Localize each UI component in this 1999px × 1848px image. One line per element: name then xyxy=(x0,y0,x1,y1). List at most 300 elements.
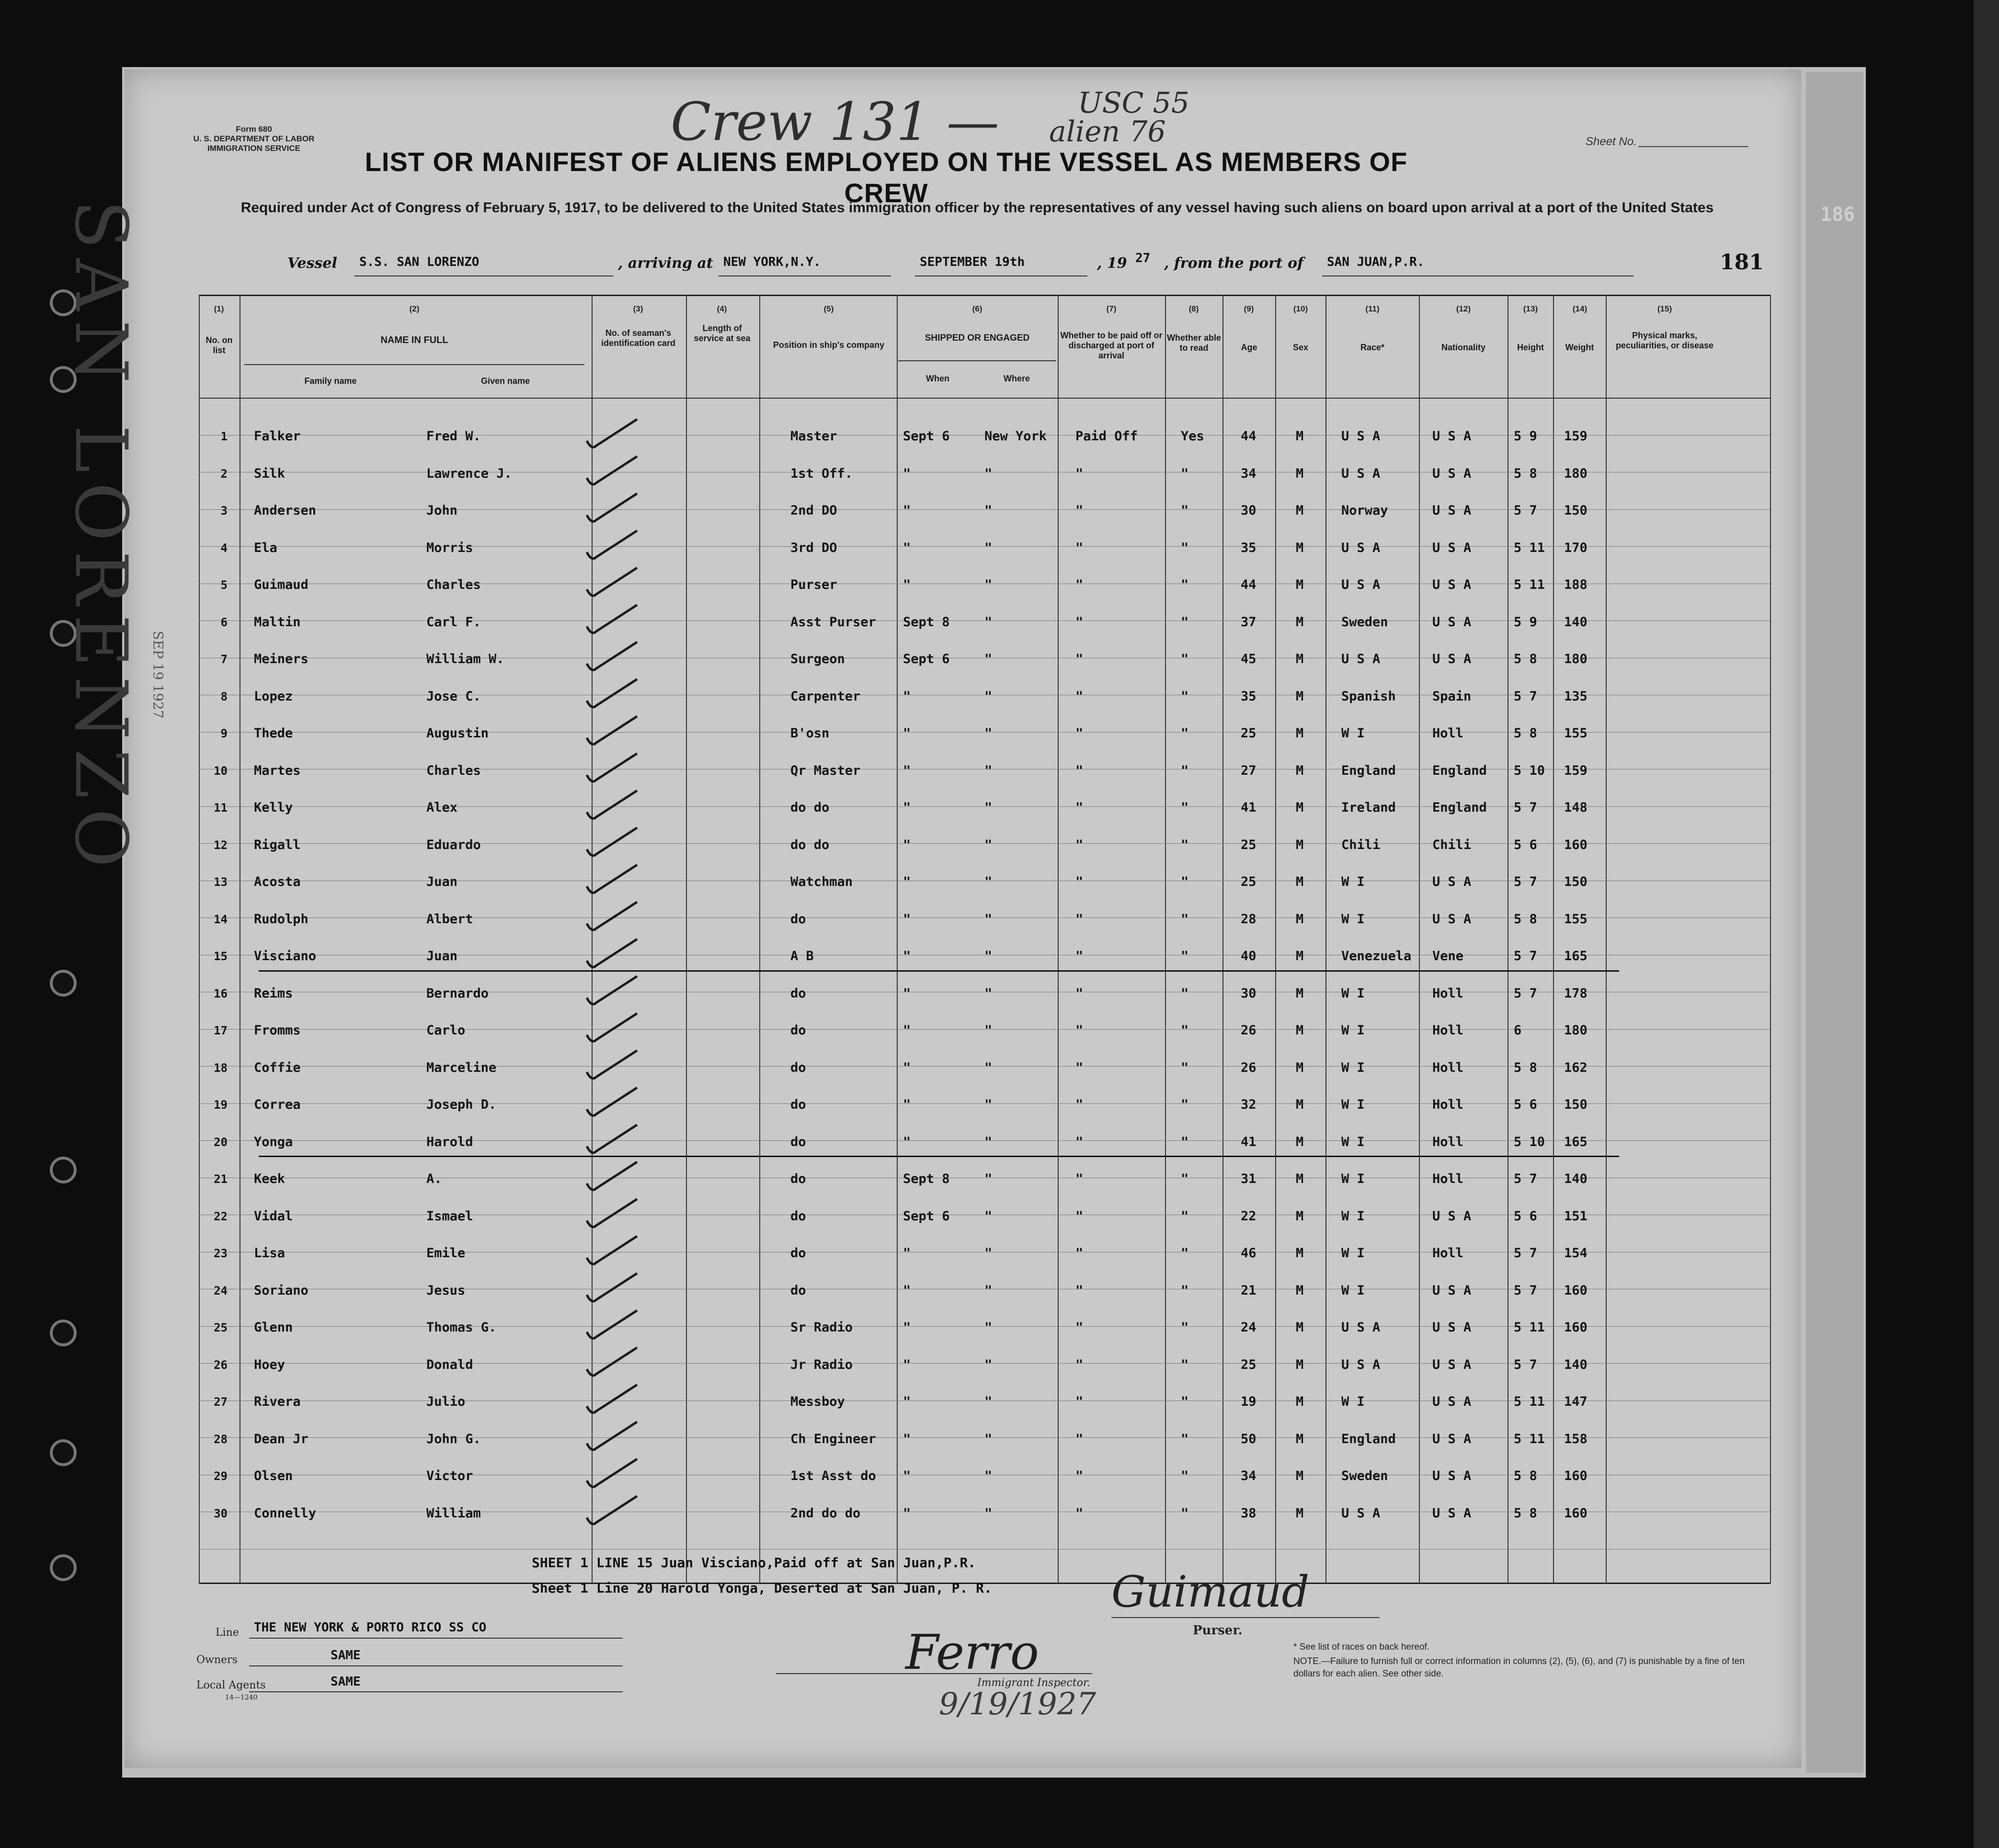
cell-weight: 180 xyxy=(1564,652,1588,666)
cell-race: W I xyxy=(1341,874,1365,889)
cell-height: 5 7 xyxy=(1514,1171,1537,1186)
cell-able-to-read: " xyxy=(1181,652,1189,666)
cell-nationality: Holl xyxy=(1432,726,1464,741)
row-number: 30 xyxy=(214,1506,228,1520)
cell-able-to-read: " xyxy=(1181,949,1189,964)
cell-nationality: U S A xyxy=(1432,652,1472,666)
cell-height: 5 6 xyxy=(1514,837,1537,852)
cell-nationality: U S A xyxy=(1432,1394,1472,1409)
header-no-on-list: No. on list xyxy=(206,335,233,355)
row-number: 21 xyxy=(214,1172,228,1186)
cell-able-to-read: " xyxy=(1181,1208,1189,1224)
cell-sex: M xyxy=(1296,911,1304,927)
cell-shipped-where: " xyxy=(984,1431,993,1446)
binder-hole xyxy=(53,1442,74,1463)
cell-nationality: Holl xyxy=(1432,1134,1464,1149)
cell-paid-off: " xyxy=(1075,1431,1084,1446)
cell-height: 5 11 xyxy=(1514,577,1545,592)
row-number: 4 xyxy=(220,541,228,555)
header-when: When xyxy=(926,374,949,383)
cell-shipped-where: " xyxy=(984,577,993,592)
column-number: (13) xyxy=(1523,304,1538,313)
cell-able-to-read: " xyxy=(1181,874,1189,889)
cell-weight: 160 xyxy=(1564,1469,1588,1483)
vessel-name: S.S. SAN LORENZO xyxy=(359,255,480,269)
cell-age: 35 xyxy=(1241,540,1257,555)
cell-nationality: Vene xyxy=(1432,949,1464,964)
cell-height: 5 8 xyxy=(1514,911,1537,927)
cell-paid-off: " xyxy=(1075,1134,1084,1149)
cell-able-to-read: " xyxy=(1181,1469,1189,1483)
cell-weight: 160 xyxy=(1564,1320,1588,1335)
cell-paid-off: " xyxy=(1075,503,1084,518)
cell-race: Spanish xyxy=(1341,689,1396,704)
cell-given-name: Lawrence J. xyxy=(426,466,512,481)
cell-shipped-when: " xyxy=(903,1394,911,1409)
cell-weight: 165 xyxy=(1564,949,1588,964)
cell-family-name: Rigall xyxy=(254,837,301,852)
cell-position: Asst Purser xyxy=(790,614,876,630)
cell-position: Watchman xyxy=(790,874,853,889)
cell-nationality: Holl xyxy=(1432,1060,1464,1075)
row-number: 6 xyxy=(220,615,228,629)
row-number: 5 xyxy=(220,578,228,592)
cell-shipped-when: Sept 6 xyxy=(903,429,950,444)
scan-edge xyxy=(1974,0,1999,1848)
cell-weight: 170 xyxy=(1564,540,1588,555)
cell-family-name: Vidal xyxy=(254,1208,293,1224)
cell-weight: 140 xyxy=(1564,1357,1588,1372)
row-number: 13 xyxy=(214,875,228,889)
cell-shipped-where: " xyxy=(984,1134,993,1149)
cell-shipped-where: " xyxy=(984,1097,993,1112)
cell-shipped-when: " xyxy=(903,763,911,778)
cell-family-name: Glenn xyxy=(254,1320,293,1335)
cell-sex: M xyxy=(1296,874,1304,889)
cell-shipped-where: " xyxy=(984,1060,993,1075)
cell-position: do xyxy=(790,1060,806,1075)
cell-shipped-when: " xyxy=(903,1283,911,1298)
cell-shipped-where: " xyxy=(984,911,993,927)
cell-age: 50 xyxy=(1241,1431,1257,1446)
row-number: 8 xyxy=(220,689,228,703)
cell-race: W I xyxy=(1341,1097,1365,1112)
cell-height: 5 7 xyxy=(1514,689,1537,704)
cell-weight: 160 xyxy=(1564,837,1588,852)
cell-able-to-read: Yes xyxy=(1181,429,1204,444)
cell-race: W I xyxy=(1341,1246,1365,1261)
cell-nationality: England xyxy=(1432,800,1487,815)
cell-shipped-when: " xyxy=(903,1357,911,1372)
cell-able-to-read: " xyxy=(1181,763,1189,778)
cell-position: do xyxy=(790,1208,806,1224)
crew-table xyxy=(199,295,1770,1584)
cell-given-name: Thomas G. xyxy=(426,1320,497,1335)
cell-paid-off: " xyxy=(1075,614,1084,630)
cell-nationality: U S A xyxy=(1432,911,1472,927)
cell-race: Ireland xyxy=(1341,800,1396,815)
cell-shipped-when: " xyxy=(903,1431,911,1446)
cell-position: Purser xyxy=(790,577,837,592)
cell-position: do xyxy=(790,1246,806,1261)
cell-position: Sr Radio xyxy=(790,1320,853,1335)
cell-shipped-where: " xyxy=(984,689,993,704)
arrival-date: SEPTEMBER 19th xyxy=(920,255,1025,269)
cell-shipped-where: " xyxy=(984,466,993,481)
row-number: 25 xyxy=(214,1321,228,1334)
row-number: 1 xyxy=(220,430,228,443)
cell-given-name: Juan xyxy=(426,874,458,889)
cell-shipped-where: New York xyxy=(984,429,1047,444)
cell-paid-off: " xyxy=(1075,1394,1084,1409)
cell-nationality: Holl xyxy=(1432,986,1464,1001)
cell-nationality: U S A xyxy=(1432,1431,1472,1446)
cell-age: 44 xyxy=(1241,429,1257,444)
column-number: (12) xyxy=(1456,304,1471,313)
cell-able-to-read: " xyxy=(1181,1357,1189,1372)
cell-able-to-read: " xyxy=(1181,614,1189,630)
departure-port: SAN JUAN,P.R. xyxy=(1327,255,1425,269)
cell-weight: 150 xyxy=(1564,874,1588,889)
vessel-line: Vessel S.S. SAN LORENZO , arriving at NEW YORK,N.Y. SEPTEMBER 19th , 19 27 , from the port of SAN JUAN,P.R. xyxy=(287,251,1425,272)
cell-sex: M xyxy=(1296,1431,1304,1446)
binder-hole xyxy=(53,973,74,994)
cell-family-name: Hoey xyxy=(254,1357,286,1372)
cell-age: 27 xyxy=(1241,763,1257,778)
cell-shipped-when: " xyxy=(903,800,911,815)
cell-weight: 150 xyxy=(1564,1097,1588,1112)
cell-family-name: Meiners xyxy=(254,652,308,666)
cell-race: Sweden xyxy=(1341,614,1388,630)
purser-signature: Guimaud xyxy=(1111,1567,1310,1617)
cell-sex: M xyxy=(1296,1060,1304,1075)
strike-line-20 xyxy=(259,1156,1619,1157)
header-family-name: Family name xyxy=(304,376,357,386)
header-given-name: Given name xyxy=(480,376,530,386)
cell-sex: M xyxy=(1296,1134,1304,1149)
cell-given-name: Victor xyxy=(426,1469,473,1483)
cell-nationality: England xyxy=(1432,763,1487,778)
cell-sex: M xyxy=(1296,726,1304,741)
cell-nationality: U S A xyxy=(1432,1469,1472,1483)
cell-given-name: Donald xyxy=(426,1357,473,1372)
cell-nationality: U S A xyxy=(1432,614,1472,630)
stamp-number: 186 xyxy=(1820,204,1855,226)
purser-label: Purser. xyxy=(1193,1623,1243,1638)
header-height: Height xyxy=(1517,343,1544,352)
handwritten-alien-count: alien 76 xyxy=(1049,115,1166,149)
margin-date-stamp: SEP 19 1927 xyxy=(150,631,166,719)
cell-sex: M xyxy=(1296,466,1304,481)
cell-position: A B xyxy=(790,949,814,964)
cell-family-name: Thede xyxy=(254,726,293,741)
cell-sex: M xyxy=(1296,949,1304,964)
cell-shipped-when: " xyxy=(903,1060,911,1075)
cell-given-name: John G. xyxy=(426,1431,481,1446)
cell-sex: M xyxy=(1296,652,1304,666)
binder-hole xyxy=(53,1322,74,1343)
cell-weight: 147 xyxy=(1564,1394,1588,1409)
margin-vessel-name: SAN LORENZO xyxy=(59,200,142,877)
cell-race: W I xyxy=(1341,986,1365,1001)
cell-paid-off: " xyxy=(1075,1505,1084,1521)
cell-given-name: Morris xyxy=(426,540,473,555)
cell-sex: M xyxy=(1296,540,1304,555)
cell-age: 31 xyxy=(1241,1171,1257,1186)
cell-age: 45 xyxy=(1241,652,1257,666)
cell-family-name: Martes xyxy=(254,763,301,778)
cell-sex: M xyxy=(1296,1357,1304,1372)
cell-position: do xyxy=(790,1283,806,1298)
cell-given-name: William xyxy=(426,1505,481,1521)
cell-able-to-read: " xyxy=(1181,1505,1189,1521)
cell-paid-off: " xyxy=(1075,1469,1084,1483)
column-number: (5) xyxy=(823,304,834,313)
cell-race: U S A xyxy=(1341,652,1381,666)
row-number: 18 xyxy=(214,1061,228,1075)
cell-nationality: U S A xyxy=(1432,503,1472,518)
cell-sex: M xyxy=(1296,429,1304,444)
header-sex: Sex xyxy=(1292,343,1309,352)
cell-given-name: John xyxy=(426,503,458,518)
cell-height: 5 9 xyxy=(1514,429,1537,444)
column-number: (9) xyxy=(1244,304,1254,313)
cell-position: 1st Asst do xyxy=(790,1469,876,1483)
cell-paid-off: " xyxy=(1075,652,1084,666)
cell-able-to-read: " xyxy=(1181,1283,1189,1298)
cell-nationality: Spain xyxy=(1432,689,1472,704)
cell-family-name: Dean Jr xyxy=(254,1431,308,1446)
row-number: 22 xyxy=(214,1209,228,1223)
cell-race: W I xyxy=(1341,1208,1365,1224)
row-number: 2 xyxy=(220,467,228,481)
cell-shipped-where: " xyxy=(984,614,993,630)
cell-shipped-when: " xyxy=(903,1505,911,1521)
footer-note-2: Sheet 1 Line 20 Harold Yonga, Deserted at San Juan, P. R. xyxy=(532,1580,992,1596)
owners-value: SAME xyxy=(331,1648,361,1663)
cell-shipped-where: " xyxy=(984,1023,993,1038)
column-number: (14) xyxy=(1572,304,1588,313)
row-number: 20 xyxy=(214,1135,228,1149)
legal-requirement-text: Required under Act of Congress of February 5, 1917, to be delivered to the United States immigration officer by the representatives of any vessel having such aliens on board upon arrival at a port of the United States xyxy=(240,200,1714,216)
cell-position: Master xyxy=(790,429,837,444)
cell-shipped-where: " xyxy=(984,540,993,555)
cell-sex: M xyxy=(1296,503,1304,518)
cell-race: W I xyxy=(1341,1394,1365,1409)
cell-shipped-when: " xyxy=(903,503,911,518)
cell-shipped-where: " xyxy=(984,652,993,666)
cell-given-name: Marceline xyxy=(426,1060,497,1075)
cell-nationality: U S A xyxy=(1432,1357,1472,1372)
row-number: 17 xyxy=(214,1024,228,1037)
page-number: 181 xyxy=(1720,250,1764,275)
cell-age: 26 xyxy=(1241,1060,1257,1075)
footer-note-1: SHEET 1 LINE 15 Juan Visciano,Paid off at San Juan,P.R. xyxy=(532,1555,976,1571)
cell-sex: M xyxy=(1296,837,1304,852)
cell-family-name: Coffie xyxy=(254,1060,301,1075)
cell-height: 5 11 xyxy=(1514,1431,1545,1446)
cell-given-name: Carlo xyxy=(426,1023,466,1038)
cell-race: U S A xyxy=(1341,429,1381,444)
sheet-number-label: Sheet No. xyxy=(1586,135,1637,148)
cell-weight: 160 xyxy=(1564,1283,1588,1298)
cell-weight: 150 xyxy=(1564,503,1588,518)
cell-able-to-read: " xyxy=(1181,466,1189,481)
cell-height: 5 7 xyxy=(1514,1246,1537,1261)
cell-shipped-when: " xyxy=(903,466,911,481)
cell-paid-off: " xyxy=(1075,1060,1084,1075)
row-number: 28 xyxy=(214,1432,228,1446)
cell-paid-off: " xyxy=(1075,911,1084,927)
column-number: (10) xyxy=(1293,304,1308,313)
cell-race: U S A xyxy=(1341,540,1381,555)
cell-shipped-when: " xyxy=(903,949,911,964)
column-number: (2) xyxy=(409,304,420,313)
cell-paid-off: " xyxy=(1075,949,1084,964)
cell-family-name: Lopez xyxy=(254,689,293,704)
cell-race: U S A xyxy=(1341,466,1381,481)
cell-race: W I xyxy=(1341,911,1365,927)
cell-position: 3rd DO xyxy=(790,540,837,555)
cell-given-name: Juan xyxy=(426,949,458,964)
cell-family-name: Silk xyxy=(254,466,286,481)
cell-age: 25 xyxy=(1241,837,1257,852)
cell-height: 5 7 xyxy=(1514,1357,1537,1372)
cell-position: Carpenter xyxy=(790,689,861,704)
cell-shipped-when: Sept 8 xyxy=(903,1171,950,1186)
column-number: (1) xyxy=(214,304,224,313)
header-where: Where xyxy=(1003,374,1030,383)
cell-family-name: Kelly xyxy=(254,800,293,815)
cell-height: 5 6 xyxy=(1514,1208,1537,1224)
cell-paid-off: " xyxy=(1075,763,1084,778)
cell-family-name: Fromms xyxy=(254,1023,301,1038)
column-number: (3) xyxy=(633,304,643,313)
cell-weight: 154 xyxy=(1564,1246,1588,1261)
cell-age: 34 xyxy=(1241,466,1257,481)
row-number: 23 xyxy=(214,1247,228,1260)
cell-age: 26 xyxy=(1241,1023,1257,1038)
cell-given-name: Carl F. xyxy=(426,614,481,630)
cell-height: 5 6 xyxy=(1514,1097,1537,1112)
row-number: 19 xyxy=(214,1098,228,1112)
cell-age: 22 xyxy=(1241,1208,1257,1224)
cell-family-name: Keek xyxy=(254,1171,286,1186)
cell-position: 2nd DO xyxy=(790,503,837,518)
row-number: 15 xyxy=(214,950,228,963)
cell-paid-off: " xyxy=(1075,874,1084,889)
cell-shipped-when: " xyxy=(903,1023,911,1038)
cell-sex: M xyxy=(1296,614,1304,630)
cell-sex: M xyxy=(1296,1097,1304,1112)
cell-paid-off: " xyxy=(1075,1283,1084,1298)
cell-shipped-where: " xyxy=(984,1283,993,1298)
cell-sex: M xyxy=(1296,1023,1304,1038)
cell-nationality: U S A xyxy=(1432,1283,1472,1298)
cell-given-name: Charles xyxy=(426,577,481,592)
row-number: 26 xyxy=(214,1358,228,1372)
cell-given-name: Julio xyxy=(426,1394,466,1409)
cell-sex: M xyxy=(1296,800,1304,815)
cell-race: W I xyxy=(1341,1283,1365,1298)
cell-given-name: William W. xyxy=(426,652,504,666)
cell-family-name: Yonga xyxy=(254,1134,293,1149)
cell-position: Qr Master xyxy=(790,763,861,778)
row-number: 9 xyxy=(220,727,228,740)
arrival-port: NEW YORK,N.Y. xyxy=(723,255,821,269)
cell-paid-off: " xyxy=(1075,577,1084,592)
cell-paid-off: " xyxy=(1075,1357,1084,1372)
cell-weight: 140 xyxy=(1564,1171,1588,1186)
cell-age: 41 xyxy=(1241,800,1257,815)
cell-position: do xyxy=(790,986,806,1001)
cell-shipped-where: " xyxy=(984,1246,993,1261)
cell-able-to-read: " xyxy=(1181,540,1189,555)
cell-race: Sweden xyxy=(1341,1469,1388,1483)
cell-able-to-read: " xyxy=(1181,1134,1189,1149)
cell-shipped-when: " xyxy=(903,986,911,1001)
cell-paid-off: " xyxy=(1075,800,1084,815)
cell-race: U S A xyxy=(1341,577,1381,592)
cell-race: England xyxy=(1341,1431,1396,1446)
cell-weight: 155 xyxy=(1564,911,1588,927)
cell-given-name: Eduardo xyxy=(426,837,481,852)
document-title: LIST OR MANIFEST OF ALIENS EMPLOYED ON THE VESSEL AS MEMBERS OF CREW xyxy=(365,147,1408,208)
cell-position: do xyxy=(790,911,806,927)
cell-height: 5 11 xyxy=(1514,1394,1545,1409)
header-physical-marks: Physical marks, peculiarities, or disease xyxy=(1615,331,1714,350)
cell-shipped-where: " xyxy=(984,1505,993,1521)
header-paid-off: Whether to be paid off or discharged at port of arrival xyxy=(1060,331,1163,360)
cell-family-name: Reims xyxy=(254,986,293,1001)
cell-able-to-read: " xyxy=(1181,911,1189,927)
cell-race: U S A xyxy=(1341,1320,1381,1335)
header-nationality: Nationality xyxy=(1441,343,1485,352)
cell-family-name: Andersen xyxy=(254,503,317,518)
cell-age: 30 xyxy=(1241,986,1257,1001)
cell-paid-off: " xyxy=(1075,1208,1084,1224)
cell-height: 5 8 xyxy=(1514,652,1537,666)
cell-sex: M xyxy=(1296,986,1304,1001)
cell-paid-off: " xyxy=(1075,689,1084,704)
header-name-in-full: NAME IN FULL xyxy=(380,335,448,345)
cell-nationality: U S A xyxy=(1432,540,1472,555)
agents-value: SAME xyxy=(331,1675,361,1689)
line-value: THE NEW YORK & PORTO RICO SS CO xyxy=(254,1620,487,1635)
cell-paid-off: " xyxy=(1075,466,1084,481)
cell-race: Venezuela xyxy=(1341,949,1412,964)
agents-code: 14—1240 xyxy=(225,1694,258,1701)
inspector-label: Immigrant Inspector. xyxy=(977,1677,1090,1689)
header-able-read: Whether able to read xyxy=(1166,333,1222,353)
cell-height: 5 8 xyxy=(1514,726,1537,741)
column-number: (8) xyxy=(1188,304,1199,313)
header-id-card: No. of seaman's identification card xyxy=(601,328,676,348)
cell-height: 5 11 xyxy=(1514,540,1545,555)
cell-height: 5 9 xyxy=(1514,614,1537,630)
cell-shipped-where: " xyxy=(984,949,993,964)
cell-height: 5 7 xyxy=(1514,503,1537,518)
cell-position: B'osn xyxy=(790,726,830,741)
cell-weight: 162 xyxy=(1564,1060,1588,1075)
cell-paid-off: " xyxy=(1075,1171,1084,1186)
cell-able-to-read: " xyxy=(1181,1394,1189,1409)
cell-shipped-when: Sept 6 xyxy=(903,652,950,666)
cell-given-name: Bernardo xyxy=(426,986,489,1001)
cell-weight: 178 xyxy=(1564,986,1588,1001)
cell-family-name: Maltin xyxy=(254,614,301,630)
cell-paid-off: Paid Off xyxy=(1075,429,1138,444)
